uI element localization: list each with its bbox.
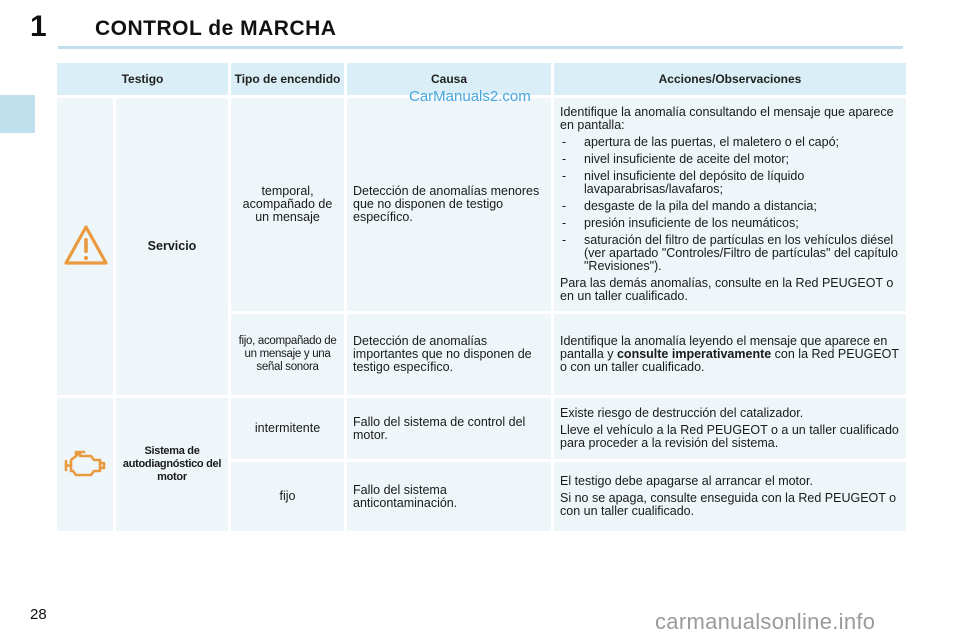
action-outro: Para las demás anomalías, consulte en la Red PEUGEOT o en un taller cualificado. [560,276,894,303]
list-item: - desgaste de la pila del mando a distancia; [560,200,900,213]
action-intro: Identifique la anomalía consultando el mensaje que aparece en pantalla: [560,105,894,132]
service-icon-cell [57,98,113,395]
warning-triangle-icon [63,224,109,266]
header-tipo-encendido: Tipo de encendido [231,63,344,95]
ignition-type: fijo, acompañado de un mensaje y una señal sonora [231,314,344,395]
ignition-type: temporal, acompañado de un mensaje [231,98,344,311]
action-emphasis: consulte imperativamente [616,347,772,361]
engine-diagnostic-name: Sistema de autodiagnóstico del motor [116,398,228,531]
table-row [57,398,906,459]
chapter-side-tab [0,95,35,133]
action-text: Identifique la anomalía leyendo el mensaje que aparece en pantalla y [560,334,888,361]
chapter-number: 1 [30,10,47,43]
list-item: - nivel insuficiente del depósito de líquido lavaparabrisas/lavafaros; [560,170,900,196]
header-testigo: Testigo [57,63,228,95]
actions-cell [554,462,906,531]
header-causa: Causa [347,63,551,95]
engine-check-icon [63,446,107,480]
list-item: - nivel insuficiente de aceite del motor; [560,153,900,166]
page-number: 28 [30,606,47,623]
action-line: Existe riesgo de destrucción del catalizador. [560,406,804,420]
action-text: con la Red PEUGEOT o con un taller cualificado. [560,347,899,374]
cause-text: Detección de anomalías menores que no disponen de testigo específico. [347,98,551,311]
action-line: El testigo debe apagarse al arrancar el motor. [560,474,813,488]
actions-cell [554,398,906,459]
warning-lights-table [54,60,909,534]
title-underline [58,46,903,49]
list-item: - saturación del filtro de partículas en los vehículos diésel (ver apartado "Controles/Filtro de partículas" del capítulo "Revisiones"). [560,234,900,273]
list-item: - presión insuficiente de los neumáticos; [560,217,900,230]
action-line: Lleve el vehículo a la Red PEUGEOT o a un taller cualificado para proceder a la revisión del sistema. [560,423,899,450]
actions-cell [554,314,906,395]
engine-icon-cell [57,398,113,531]
action-line: Si no se apaga, consulte enseguida con la Red PEUGEOT o con un taller cualificado. [560,491,897,518]
list-item: - apertura de las puertas, el maletero o el capó; [560,136,900,149]
watermark-carmanualsonline[interactable]: carmanualsonline.info [655,609,876,634]
cause-text: Fallo del sistema anticontaminación. [347,462,551,531]
cause-text: Detección de anomalías importantes que no disponen de testigo específico. [347,314,551,395]
ignition-type: intermitente [231,398,344,459]
cause-text: Fallo del sistema de control del motor. [347,398,551,459]
action-list [560,136,900,273]
ignition-type: fijo [231,462,344,531]
table-row [57,98,906,311]
actions-cell [554,98,906,311]
header-acciones: Acciones/Observaciones [554,63,906,95]
watermark-carmanuals2[interactable]: CarManuals2.com [409,88,531,105]
service-name: Servicio [116,98,228,395]
page-title: CONTROL de MARCHA [95,17,337,40]
